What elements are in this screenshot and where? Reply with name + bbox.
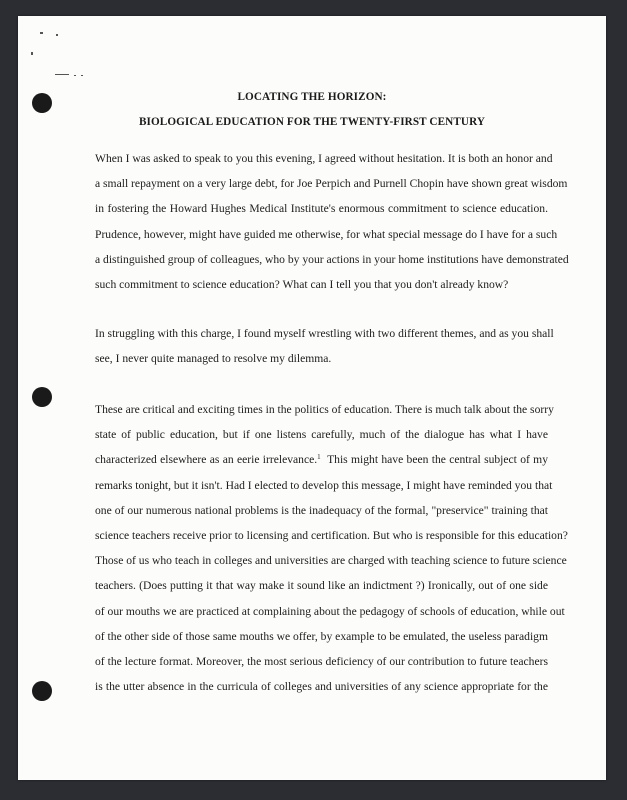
text-line: in fostering the Howard Hughes Medical Institute's enormous commitment to science education.	[95, 202, 548, 216]
text-line: see, I never quite managed to resolve my dilemma.	[95, 352, 332, 366]
paragraph-2	[95, 321, 554, 371]
text-line: a distinguished group of colleagues, who by your actions in your home institutions have demonstrated	[95, 252, 569, 266]
text-line: of the other side of those same mouths we offer, by example to be emulated, the useless paradigm	[95, 629, 548, 643]
paragraph-3	[95, 397, 568, 699]
scan-speck	[55, 74, 69, 75]
text-line: science teachers receive prior to licensing and certification. But who is responsible for this education?	[95, 529, 568, 543]
scan-speck	[56, 34, 58, 36]
scan-speck	[74, 75, 76, 76]
footnote-marker: 1	[317, 453, 321, 462]
text-line: such commitment to science education? What can I tell you that you don't already know?	[95, 278, 509, 292]
document-subtitle: BIOLOGICAL EDUCATION FOR THE TWENTY-FIRST CENTURY	[138, 116, 486, 128]
document-page	[18, 16, 606, 780]
scan-speck	[40, 32, 43, 34]
scan-speck	[31, 52, 33, 55]
scan-speck	[81, 75, 83, 76]
document-title: LOCATING THE HORIZON:	[237, 91, 387, 103]
text-line: remarks tonight, but it isn't. Had I elected to develop this message, I might have reminded you that	[95, 478, 553, 492]
text-line: one of our numerous national problems is the inadequacy of the formal, "preservice" training that	[95, 503, 548, 517]
paragraph-1	[95, 146, 569, 297]
binder-hole-bottom	[32, 681, 52, 701]
text-line: Prudence, however, might have guided me otherwise, for what special message do I have for a such	[95, 227, 558, 241]
text-segment: characterized elsewhere as an eerie irrelevance.	[95, 453, 318, 467]
text-line: When I was asked to speak to you this evening, I agreed without hesitation. It is both an honor and	[95, 152, 553, 165]
text-line: a small repayment on a very large debt, for Joe Perpich and Purnell Chopin have shown great wisdom	[95, 177, 568, 191]
text-line-with-footnote	[95, 447, 548, 472]
binder-hole-middle	[32, 387, 52, 407]
text-line: state of public education, but if one listens carefully, much of the dialogue has what I have	[95, 428, 548, 442]
text-segment: This might have been the central subject of my	[320, 453, 548, 467]
text-line: teachers. (Does putting it that way make it sound like an indictment ?) Ironically, out of one side	[95, 579, 548, 593]
text-line: In struggling with this charge, I found myself wrestling with two different themes, and as you shall	[95, 327, 554, 340]
text-line: These are critical and exciting times in the politics of education. There is much talk about the sorry	[95, 403, 554, 416]
text-line: of the lecture format. Moreover, the most serious deficiency of our contribution to future teachers	[95, 655, 548, 669]
text-line: of our mouths we are practiced at complaining about the pedagogy of schools of education, while out	[95, 604, 565, 618]
text-line: is the utter absence in the curricula of colleges and universities of any science appropriate for the	[95, 680, 548, 694]
text-line: Those of us who teach in colleges and universities are charged with teaching science to future science	[95, 554, 567, 568]
